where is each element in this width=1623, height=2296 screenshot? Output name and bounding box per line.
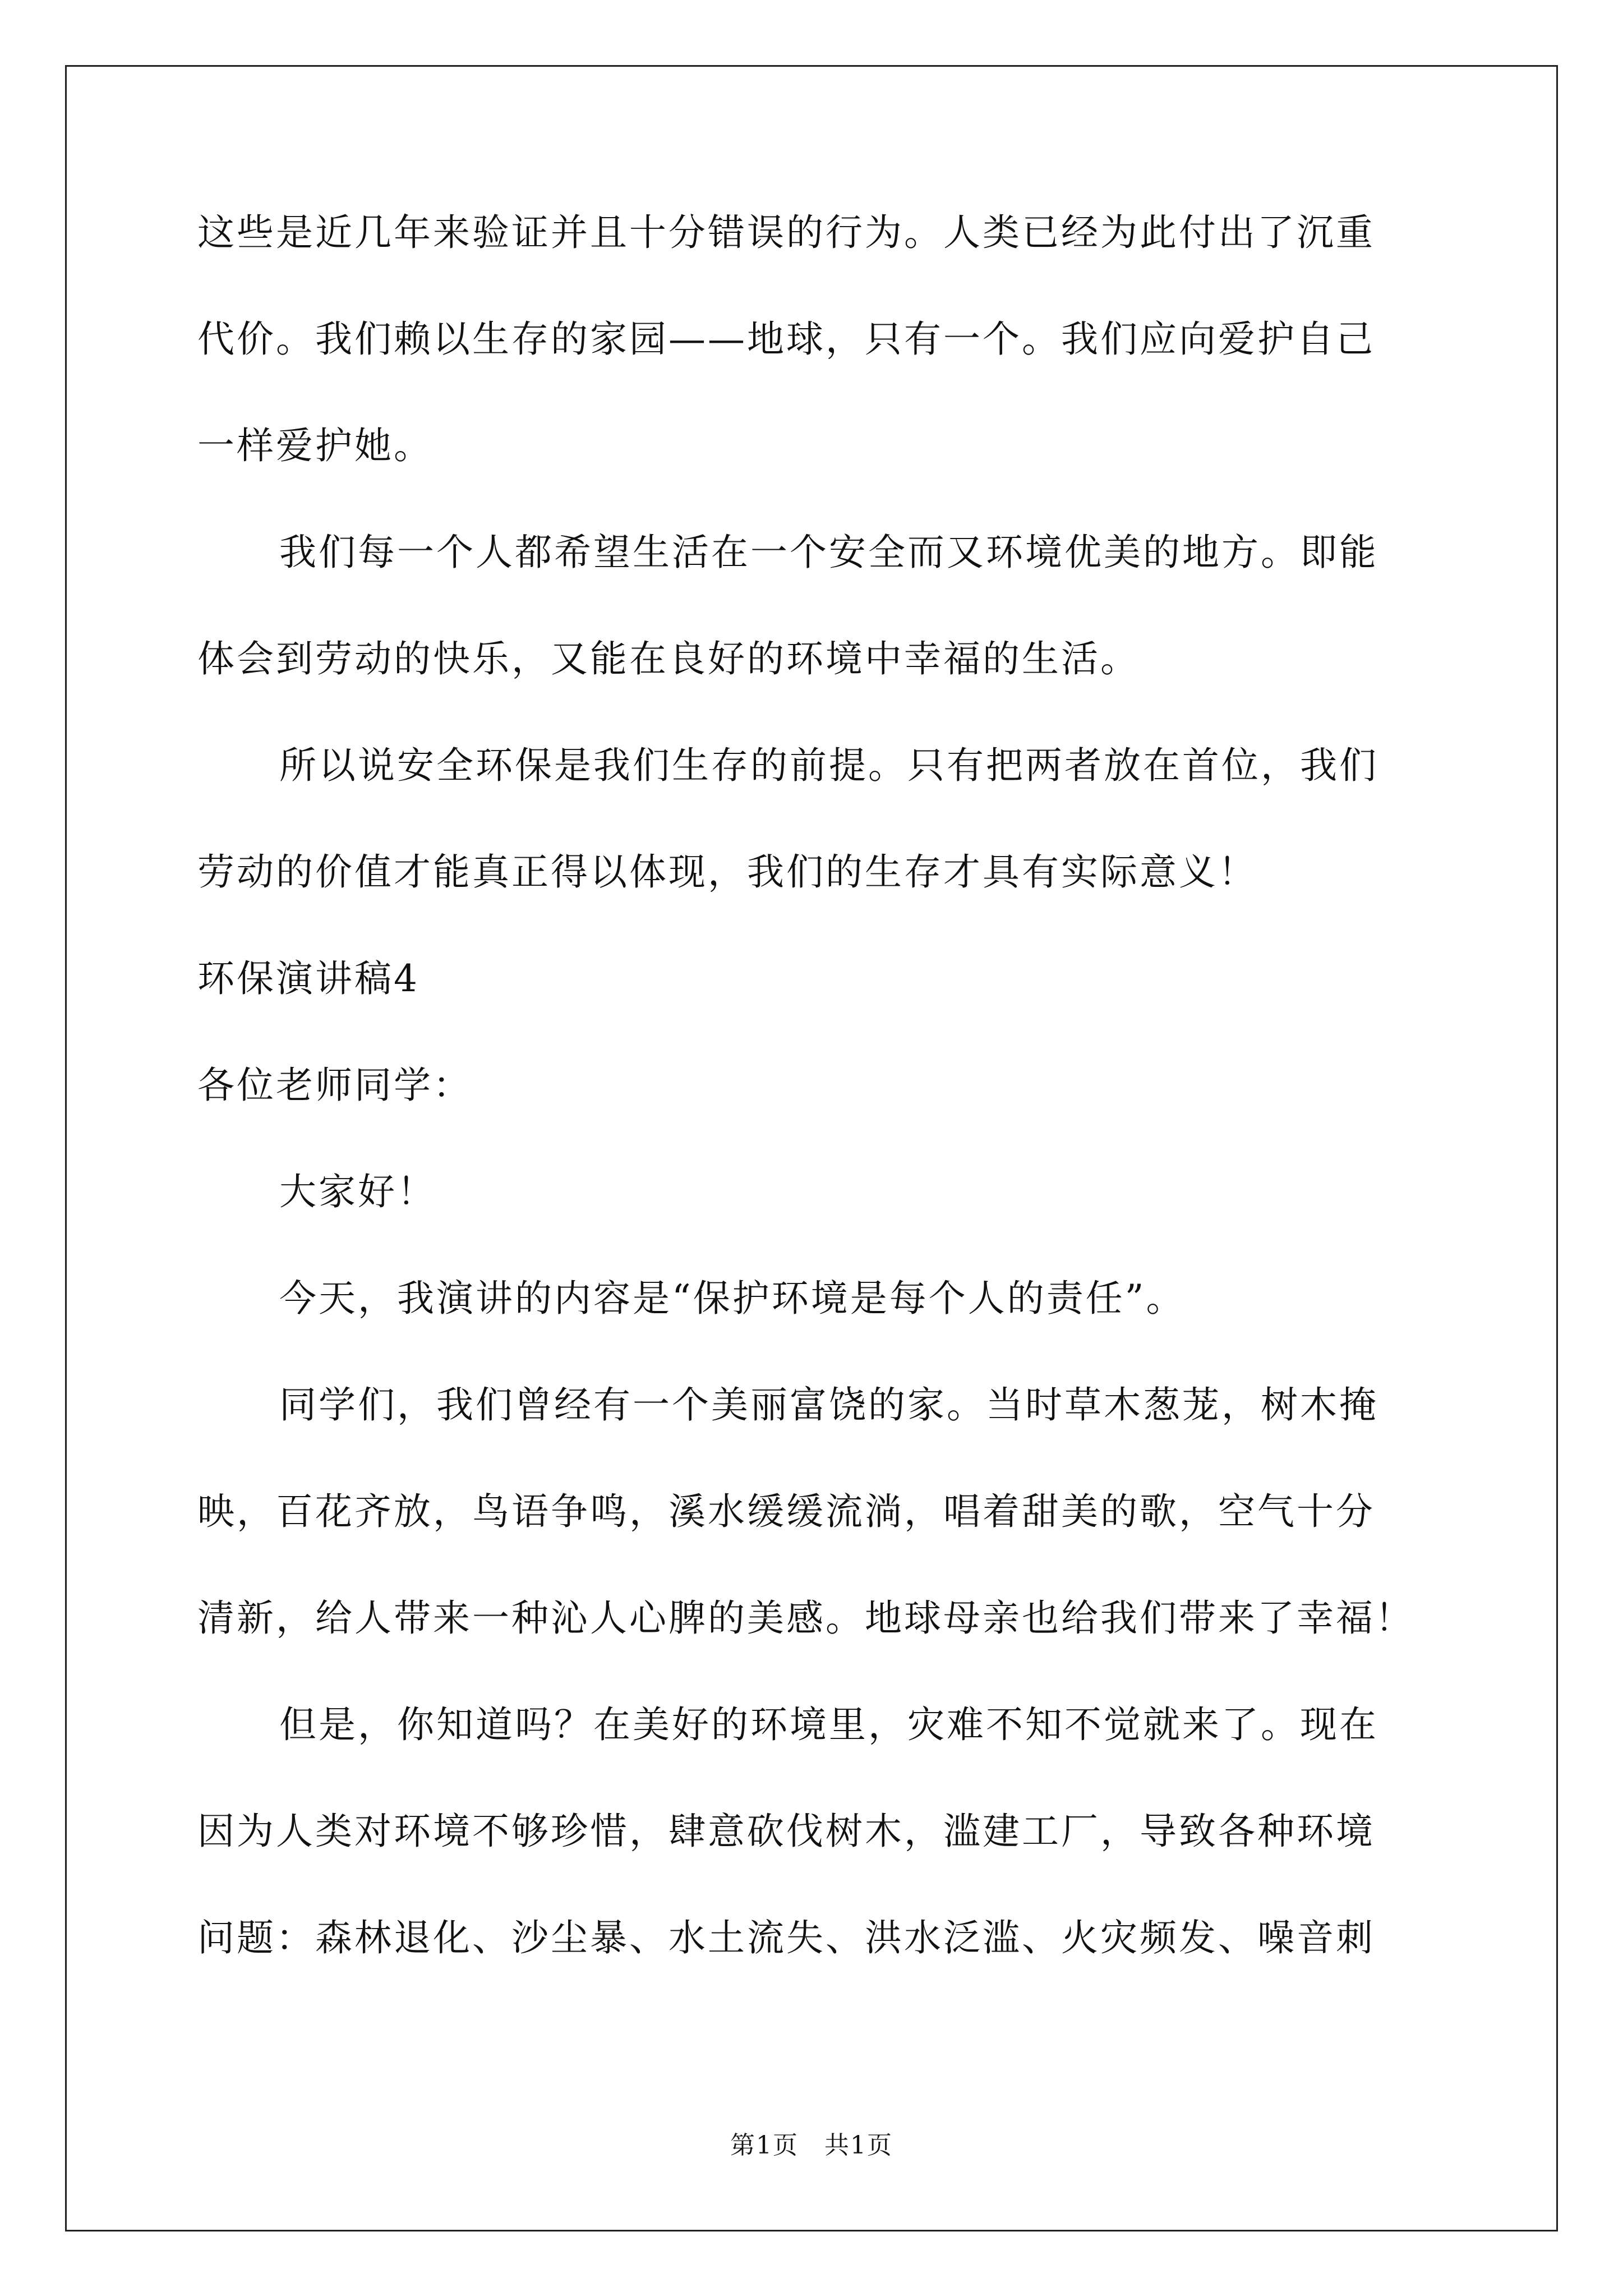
text-line: 清新，给人带来一种沁人心脾的美感。地球母亲也给我们带来了幸福！ (197, 1596, 1414, 1640)
section-heading: 环保演讲稿4 (197, 957, 419, 1000)
paragraph-start-line: 所以说安全环保是我们生存的前提。只有把两者放在首位，我们 (279, 744, 1378, 787)
salutation: 各位老师同学： (197, 1064, 472, 1107)
text-line: 体会到劳动的快乐，又能在良好的环境中幸福的生活。 (197, 637, 1140, 680)
paragraph-start-line: 今天，我演讲的内容是“保护环境是每个人的责任”。 (279, 1277, 1186, 1320)
text-line: 劳动的价值才能真正得以体现，我们的生存才具有实际意义！ (197, 850, 1257, 894)
text-line: 这些是近几年来验证并且十分错误的行为。人类已经为此付出了沉重 (197, 211, 1375, 254)
text-line: 映，百花齐放，鸟语争鸣，溪水缓缓流淌，唱着甜美的歌，空气十分 (197, 1490, 1375, 1533)
paragraph-start-line: 我们每一个人都希望生活在一个安全而又环境优美的地方。即能 (279, 531, 1378, 574)
greeting: 大家好！ (279, 1170, 436, 1213)
text-line: 代价。我们赖以生存的家园——地球，只有一个。我们应向爱护自己 (197, 318, 1375, 361)
page-border (65, 65, 1558, 2231)
paragraph-start-line: 但是，你知道吗？在美好的环境里，灾难不知不觉就来了。现在 (279, 1703, 1378, 1746)
text-line: 因为人类对环境不够珍惜，肆意砍伐树木，滥建工厂，导致各种环境 (197, 1810, 1375, 1853)
text-line: 一样爱护她。 (197, 424, 433, 467)
paragraph-start-line: 同学们，我们曾经有一个美丽富饶的家。当时草木葱茏，树木掩 (279, 1383, 1378, 1427)
page-footer: 第1页 共1页 (730, 2131, 893, 2160)
text-line: 问题：森林退化、沙尘暴、水土流失、洪水泛滥、火灾频发、噪音刺 (197, 1916, 1375, 1959)
